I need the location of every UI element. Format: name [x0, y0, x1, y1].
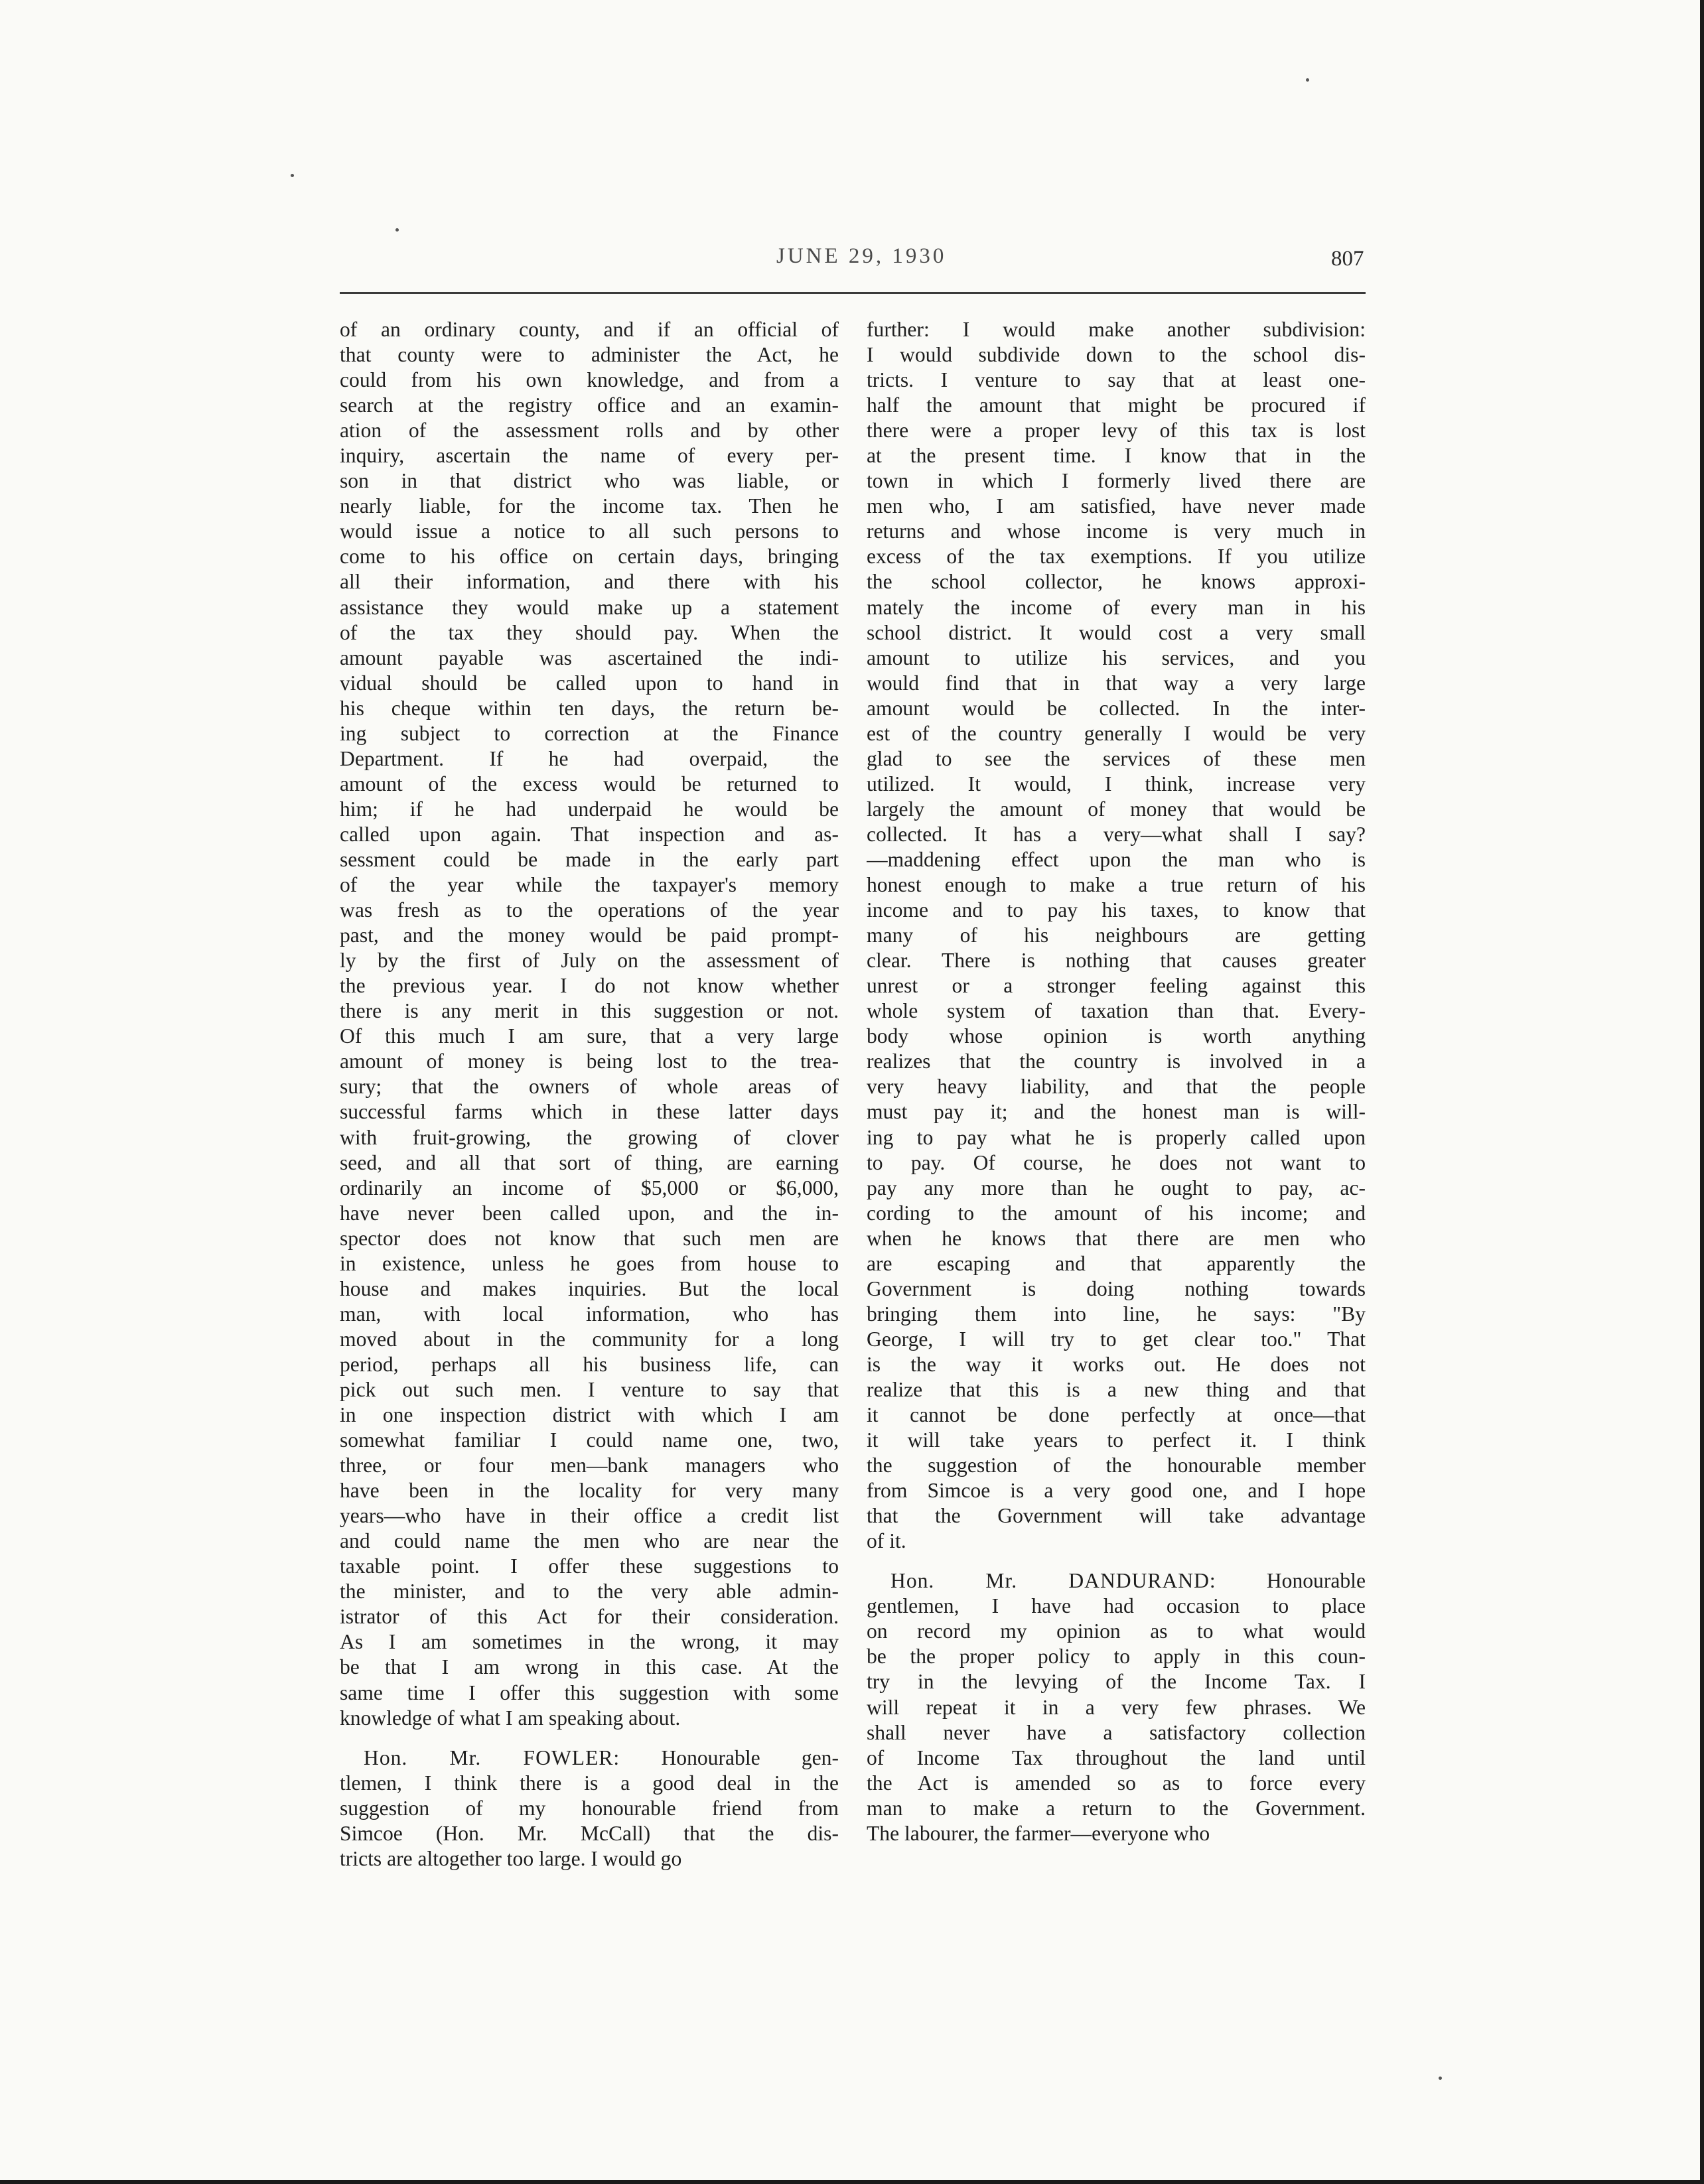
right-column [867, 317, 1366, 1846]
text-line: est of the country generally I would be very [867, 721, 1366, 745]
text-line: that the Government will take advantage [867, 1504, 1366, 1528]
text-line: gentlemen, I have had occasion to place [867, 1594, 1366, 1618]
text-line: are escaping and that apparently the [867, 1251, 1366, 1275]
text-line: when he knows that there are men who [867, 1226, 1366, 1250]
text-line: is the way it works out. He does not [867, 1352, 1366, 1376]
text-line: town in which I formerly lived there are [867, 469, 1366, 493]
text-line: realizes that the country is involved in a [867, 1050, 1366, 1073]
text-line: have never been called upon, and the in- [340, 1201, 839, 1225]
text-line: istrator of this Act for their consideration. [340, 1605, 839, 1629]
text-line: man, with local information, who has [340, 1302, 839, 1326]
text-line: with fruit-growing, the growing of clover [340, 1125, 839, 1149]
text-line: there were a proper levy of this tax is lost [867, 419, 1366, 443]
text-line: three, or four men—bank managers who [340, 1454, 839, 1477]
text-line: school district. It would cost a very small [867, 620, 1366, 644]
page-number: 807 [1331, 247, 1364, 271]
text-line: realize that this is a new thing and that [867, 1377, 1366, 1401]
text-line: the school collector, he knows approxi- [867, 570, 1366, 594]
text-line: must pay it; and the honest man is will- [867, 1100, 1366, 1124]
text-line: body whose opinion is worth anything [867, 1024, 1366, 1048]
text-line: collected. It has a very—what shall I say? [867, 822, 1366, 846]
text-line: inquiry, ascertain the name of every per- [340, 444, 839, 468]
text-line: assistance they would make up a statement [340, 595, 839, 619]
text-line: period, perhaps all his business life, can [340, 1352, 839, 1376]
running-head-date: JUNE 29, 1930 [776, 244, 947, 268]
text-line: ing to pay what he is properly called upon [867, 1125, 1366, 1149]
text-line: Of this much I am sure, that a very large [340, 1024, 839, 1048]
text-line: returns and whose income is very much in [867, 519, 1366, 543]
text-line: largely the amount of money that would be [867, 797, 1366, 821]
text-line: it cannot be done perfectly at once—that [867, 1403, 1366, 1427]
text-line: George, I will try to get clear too." That [867, 1327, 1366, 1351]
text-line: ordinarily an income of $5,000 or $6,000, [340, 1176, 839, 1199]
text-line: —maddening effect upon the man who is [867, 847, 1366, 871]
text-line: Government is doing nothing towards [867, 1276, 1366, 1300]
text-line: to pay. Of course, he does not want to [867, 1150, 1366, 1174]
text-line: ing subject to correction at the Finance [340, 721, 839, 745]
text-line: ly by the first of July on the assessment of [340, 949, 839, 973]
text-line: somewhat familiar I could name one, two, [340, 1428, 839, 1452]
text-line: moved about in the community for a long [340, 1327, 839, 1351]
text-line: excess of the tax exemptions. If you utilize [867, 545, 1366, 569]
speech-text: Honourable [1266, 1569, 1366, 1593]
text-line: of the year while the taxpayer's memory [340, 873, 839, 897]
speaker-name: Hon. Mr. FOWLER: [364, 1745, 620, 1769]
text-line: would issue a notice to all such persons to [340, 519, 839, 543]
text-line: of it. [867, 1529, 906, 1553]
text-line: will repeat it in a very few phrases. We [867, 1695, 1366, 1719]
text-line: son in that district who was liable, or [340, 469, 839, 493]
text-line: his cheque within ten days, the return be- [340, 696, 839, 720]
text-line: bringing them into line, he says: "By [867, 1302, 1366, 1326]
text-line: it will take years to perfect it. I think [867, 1428, 1366, 1452]
text-line: have been in the locality for very many [340, 1479, 839, 1503]
header-rule [340, 292, 1366, 294]
scan-border-bottom [0, 2180, 1704, 2184]
text-line: in one inspection district with which I am [340, 1403, 839, 1427]
text-line: the previous year. I do not know whether [340, 974, 839, 998]
text-line: very heavy liability, and that the people [867, 1075, 1366, 1099]
text-line: search at the registry office and an examin- [340, 393, 839, 417]
text-line: amount to utilize his services, and you [867, 646, 1366, 669]
text-line: could from his own knowledge, and from a [340, 368, 839, 392]
scan-border-right [1700, 0, 1704, 2184]
text-line: of the tax they should pay. When the [340, 620, 839, 644]
text-line: there is any merit in this suggestion or not. [340, 999, 839, 1023]
text-line: clear. There is nothing that causes greater [867, 949, 1366, 973]
text-line: As I am sometimes in the wrong, it may [340, 1630, 839, 1654]
text-line: the suggestion of the honourable member [867, 1454, 1366, 1477]
text-line: past, and the money would be paid prompt- [340, 923, 839, 947]
text-line: unrest or a stronger feeling against this [867, 974, 1366, 998]
text-line: all their information, and there with his [340, 570, 839, 594]
text-line: amount of money is being lost to the trea- [340, 1050, 839, 1073]
text-line: honest enough to make a true return of his [867, 873, 1366, 897]
text-line: him; if he had underpaid he would be [340, 797, 839, 821]
text-line: on record my opinion as to what would [867, 1619, 1366, 1643]
text-line: further: I would make another subdivision: [867, 318, 1366, 341]
text-line: ation of the assessment rolls and by other [340, 419, 839, 443]
text-line: Simcoe (Hon. Mr. McCall) that the dis- [340, 1821, 839, 1845]
text-line: Department. If he had overpaid, the [340, 746, 839, 770]
text-line: I would subdivide down to the school dis- [867, 343, 1366, 367]
text-line: successful farms which in these latter days [340, 1100, 839, 1124]
text-line: that county were to administer the Act, he [340, 343, 839, 367]
text-line: sessment could be made in the early part [340, 847, 839, 871]
text-line: of Income Tax throughout the land until [867, 1745, 1366, 1769]
text-line: tlemen, I think there is a good deal in the [340, 1771, 839, 1795]
text-line: was fresh as to the operations of the year [340, 898, 839, 922]
text-line: income and to pay his taxes, to know that [867, 898, 1366, 922]
text-line: amount payable was ascertained the indi- [340, 646, 839, 669]
text-line: many of his neighbours are getting [867, 923, 1366, 947]
text-line [867, 1568, 1366, 1594]
text-line: pick out such men. I venture to say that [340, 1377, 839, 1401]
text-line: the Act is amended so as to force every [867, 1771, 1366, 1795]
text-line: try in the levying of the Income Tax. I [867, 1670, 1366, 1694]
scan-speck [291, 174, 294, 177]
text-line: same time I offer this suggestion with some [340, 1680, 839, 1704]
text-line: nearly liable, for the income tax. Then he [340, 494, 839, 518]
text-line: man to make a return to the Government. [867, 1796, 1366, 1820]
text-line: of an ordinary county, and if an official of [340, 318, 839, 341]
text-line: suggestion of my honourable friend from [340, 1796, 839, 1820]
text-line: be the proper policy to apply in this coun- [867, 1645, 1366, 1669]
text-line: whole system of taxation than that. Every- [867, 999, 1366, 1023]
left-column [340, 317, 839, 1872]
paragraph-gap [340, 1731, 839, 1745]
scan-speck [395, 228, 399, 232]
text-line: cording to the amount of his income; and [867, 1201, 1366, 1225]
text-line: in existence, unless he goes from house to [340, 1251, 839, 1275]
text-line: be that I am wrong in this case. At the [340, 1655, 839, 1679]
text-line: glad to see the services of these men [867, 746, 1366, 770]
text-line: mately the income of every man in his [867, 595, 1366, 619]
text-line: pay any more than he ought to pay, ac- [867, 1176, 1366, 1199]
text-line: and could name the men who are near the [340, 1529, 839, 1553]
text-line [340, 1745, 839, 1771]
text-line: seed, and all that sort of thing, are earning [340, 1150, 839, 1174]
text-line: amount would be collected. In the inter- [867, 696, 1366, 720]
text-line: knowledge of what I am speaking about. [340, 1706, 681, 1730]
text-line: vidual should be called upon to hand in [340, 671, 839, 695]
text-line: sury; that the owners of whole areas of [340, 1075, 839, 1099]
text-line: taxable point. I offer these suggestions to [340, 1554, 839, 1578]
text-line: tricts. I venture to say that at least one- [867, 368, 1366, 392]
text-line: house and makes inquiries. But the local [340, 1276, 839, 1300]
text-line: amount of the excess would be returned to [340, 772, 839, 795]
text-line: spector does not know that such men are [340, 1226, 839, 1250]
paragraph-gap [867, 1554, 1366, 1568]
text-line: come to his office on certain days, bringing [340, 545, 839, 569]
text-line: tricts are altogether too large. I would go [340, 1846, 682, 1870]
speech-text: Honourable gen- [661, 1745, 839, 1769]
speaker-name: Hon. Mr. DANDURAND: [890, 1569, 1216, 1593]
text-line: called upon again. That inspection and as- [340, 822, 839, 846]
text-line: half the amount that might be procured if [867, 393, 1366, 417]
scan-speck [1306, 78, 1309, 82]
text-line: from Simcoe is a very good one, and I hope [867, 1479, 1366, 1503]
text-line: at the present time. I know that in the [867, 444, 1366, 468]
text-line: years—who have in their office a credit list [340, 1504, 839, 1528]
scan-speck [1439, 2077, 1442, 2080]
text-line: men who, I am satisfied, have never made [867, 494, 1366, 518]
text-line: would find that in that way a very large [867, 671, 1366, 695]
text-line: The labourer, the farmer—everyone who [867, 1821, 1210, 1845]
text-line: utilized. It would, I think, increase very [867, 772, 1366, 795]
text-line: shall never have a satisfactory collection [867, 1720, 1366, 1744]
text-line: the minister, and to the very able admin- [340, 1580, 839, 1604]
